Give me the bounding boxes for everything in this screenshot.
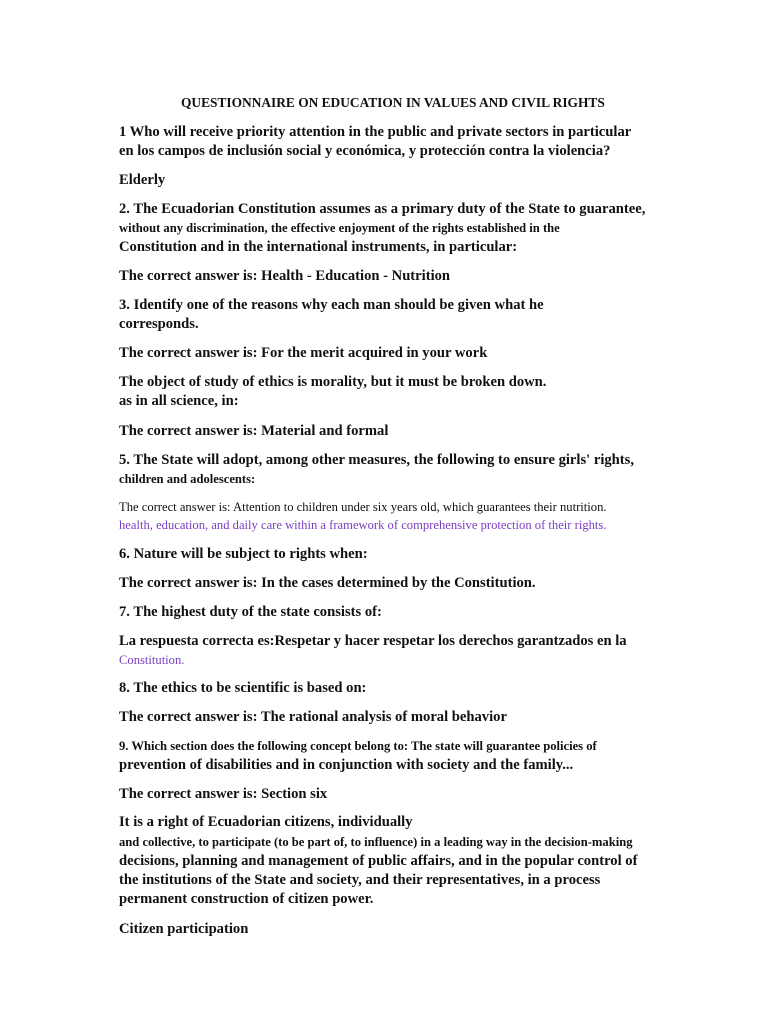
text-line: Elderly [119,172,166,188]
text-line: 7. The highest duty of the state consists of: [119,604,382,620]
text-line: 3. Identify one of the reasons why each man should be given what he [119,297,544,313]
text-line: La respuesta correcta es:Respetar y hacer respetar los derechos garantzados en la [119,633,627,649]
text-line: prevention of disabilities and in conjunction with society and the family... [119,757,574,773]
text-line: 5. The State will adopt, among other measures, the following to ensure girls' rights, [119,452,634,468]
text-line: permanent construction of citizen power. [119,891,374,907]
text-line: the institutions of the State and society, and their representatives, in a process [119,872,601,888]
text-line: without any discrimination, the effective enjoyment of the rights established in the [119,221,560,235]
text-line: en los campos de inclusión social y económica, y protección contra la violencia? [119,143,611,159]
text-line: Constitution. [119,653,185,667]
text-line: 6. Nature will be subject to rights when: [119,546,368,562]
text-line: Citizen participation [119,921,249,937]
text-line: as in all science, in: [119,393,239,409]
text-line: The object of study of ethics is morality, but it must be broken down. [119,374,547,390]
text-line: and collective, to participate (to be part of, to influence) in a leading way in the decision-making [119,835,633,849]
text-line: The correct answer is: In the cases determined by the Constitution. [119,575,536,591]
text-line: The correct answer is: Section six [119,786,328,802]
document-title: QUESTIONNAIRE ON EDUCATION IN VALUES AND CIVIL RIGHTS [181,95,605,110]
text-line: corresponds. [119,316,199,332]
text-line: 1 Who will receive priority attention in the public and private sectors in particular [119,124,632,140]
text-line: 9. Which section does the following concept belong to: The state will guarantee policies of [119,739,597,753]
text-line: The correct answer is: Material and formal [119,423,389,439]
text-line: The correct answer is: Attention to children under six years old, which guarantees their nutrition. [119,500,607,514]
text-line: It is a right of Ecuadorian citizens, individually [119,814,413,830]
text-line: The correct answer is: The rational analysis of moral behavior [119,709,507,725]
text-line: children and adolescents: [119,472,256,486]
text-line: Constitution and in the international instruments, in particular: [119,239,518,255]
text-line: The correct answer is: For the merit acquired in your work [119,345,488,361]
text-line: 8. The ethics to be scientific is based on: [119,680,367,696]
text-line: health, education, and daily care within a framework of comprehensive protection of their rights. [119,518,607,532]
text-line: The correct answer is: Health - Education - Nutrition [119,268,451,284]
text-line: decisions, planning and management of public affairs, and in the popular control of [119,853,638,869]
text-line: 2. The Ecuadorian Constitution assumes as a primary duty of the State to guarantee, [119,201,646,217]
